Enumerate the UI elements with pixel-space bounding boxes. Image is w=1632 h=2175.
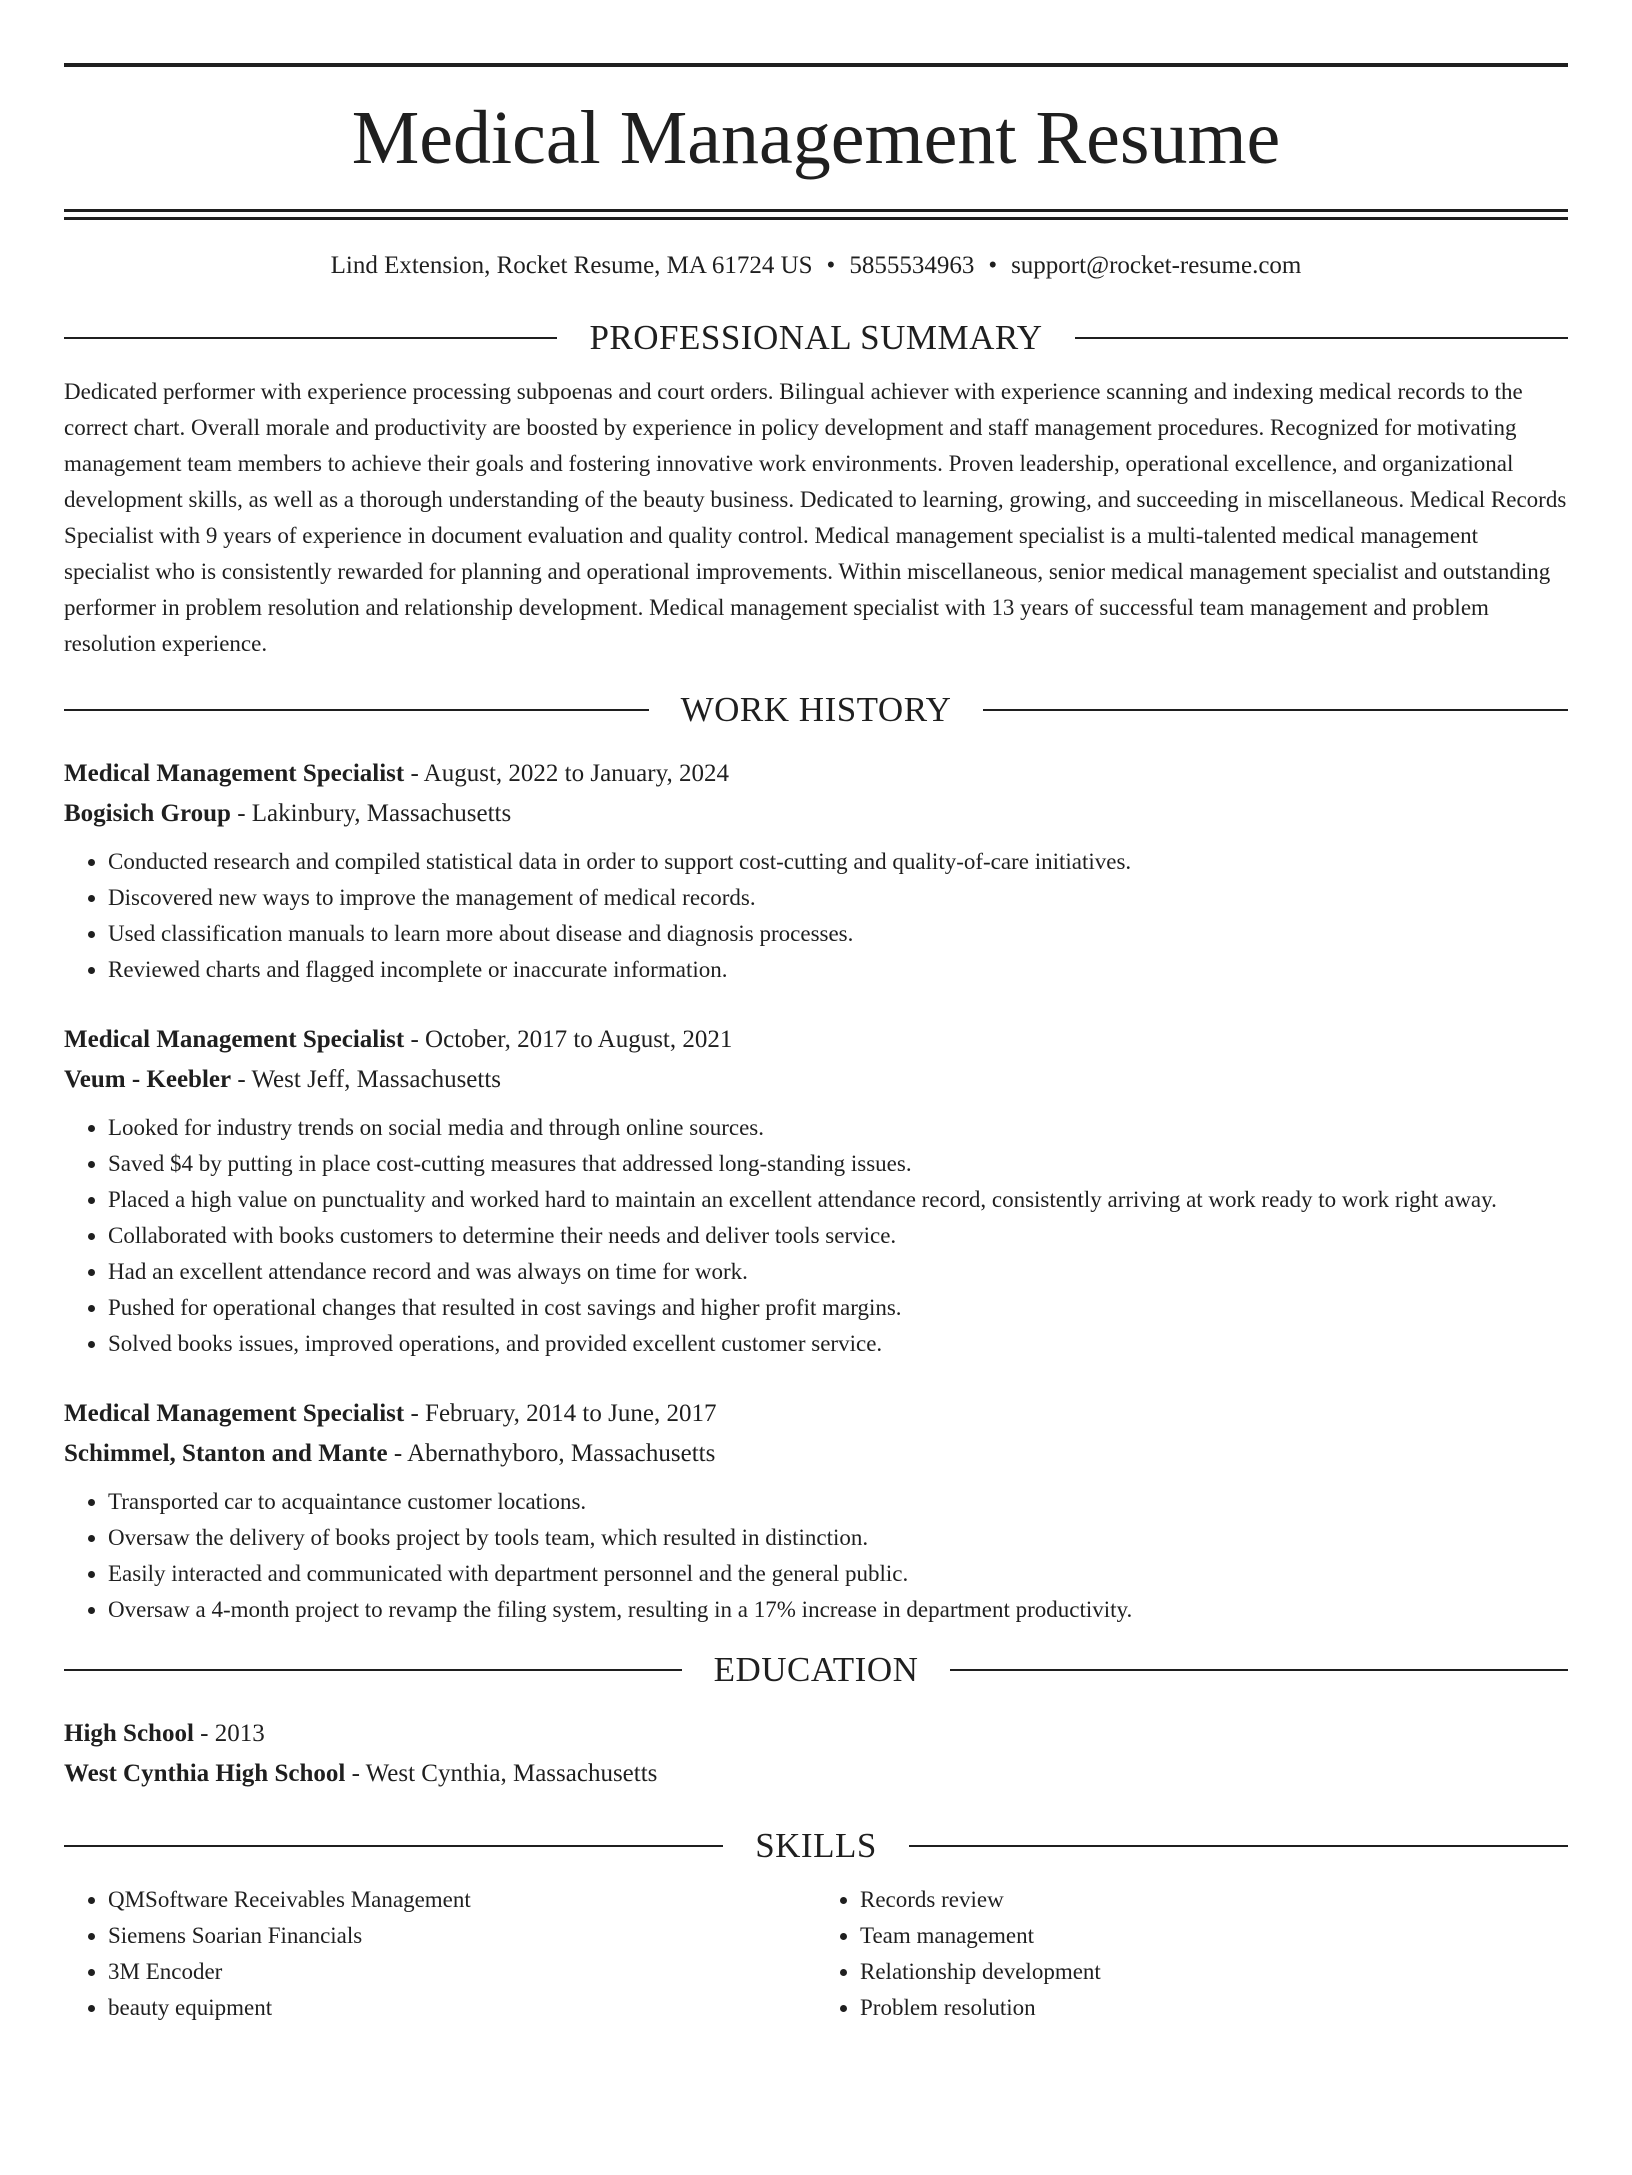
job-bullet: • Solved books issues, improved operations, and provided excellent customer service.: [108, 1326, 1568, 1362]
job-bullet: • Had an excellent attendance record and was always on time for work.: [108, 1254, 1568, 1290]
summary-text: Dedicated performer with experience processing subpoenas and court orders. Bilingual achiever with experience scanning and indexing medical records to the correct chart. Overall morale and productivity are boosted by experience in policy development and staff management procedures. Recognized for motivating management team members to achieve their goals and fostering innovative work environments. Proven leadership, operational excellence, and organizational development skills, as well as a thorough understanding of the beauty business. Dedicated to learning, growing, and succeeding in miscellaneous. Medical Records Specialist with 9 years of experience in document evaluation and quality control. Medical management specialist is a multi-talented medical management specialist who is consistently rewarded for planning and operational improvements. Within miscellaneous, senior medical management specialist and outstanding performer in problem resolution and relationship development. Medical management specialist with 13 years of successful team management and problem resolution experience.: [64, 379, 1567, 656]
job-company: Bogisich Group: [64, 800, 231, 827]
education-year: - 2013: [193, 1720, 265, 1747]
contact-separator: •: [988, 252, 998, 279]
job-bullet: • Reviewed charts and flagged incomplete or inaccurate information.: [108, 952, 1568, 988]
skill-item: • Siemens Soarian Financials: [108, 1918, 816, 1954]
education-heading: EDUCATION: [713, 1650, 919, 1689]
work-history-list: [64, 754, 1568, 1628]
job-title-line: [64, 754, 1568, 794]
skill-item: • Relationship development: [860, 1954, 1568, 1990]
resume-page: [0, 63, 1632, 2175]
heading-rule-left: [64, 1845, 723, 1847]
skill-item: • QMSoftware Receivables Management: [108, 1882, 816, 1918]
education-location: - West Cynthia, Massachusetts: [345, 1760, 658, 1787]
contact-address: Lind Extension, Rocket Resume, MA 61724 US: [330, 252, 813, 279]
job-bullet: • Easily interacted and communicated with department personnel and the general public.: [108, 1556, 1568, 1592]
work-heading: WORK HISTORY: [680, 690, 952, 729]
job-dates: - August, 2022 to January, 2024: [404, 760, 729, 787]
education-degree: High School: [64, 1720, 194, 1747]
job-title: Medical Management Specialist: [64, 1400, 405, 1427]
contact-line: [64, 250, 1568, 282]
job-entry: [64, 754, 1568, 988]
contact-email: support@rocket-resume.com: [1011, 252, 1302, 279]
job-bullet: • Looked for industry trends on social media and through online sources.: [108, 1110, 1568, 1146]
contact-separator: •: [826, 252, 836, 279]
job-bullet: • Transported car to acquaintance customer locations.: [108, 1484, 1568, 1520]
education-entry: [64, 1714, 1568, 1794]
heading-rule-right: [1075, 337, 1568, 339]
skill-item: • Team management: [860, 1918, 1568, 1954]
skills-columns: [64, 1882, 1568, 2026]
job-bullets: [64, 1484, 1568, 1628]
job-bullet: • Collaborated with books customers to determine their needs and deliver tools service.: [108, 1218, 1568, 1254]
job-location: - Abernathyboro, Massachusetts: [387, 1440, 716, 1467]
job-bullet: • Discovered new ways to improve the management of medical records.: [108, 880, 1568, 916]
summary-heading: PROFESSIONAL SUMMARY: [589, 318, 1043, 357]
heading-rule-right: [983, 709, 1568, 711]
skill-item: • Records review: [860, 1882, 1568, 1918]
contact-phone: 5855534963: [849, 252, 975, 279]
job-bullet: • Conducted research and compiled statistical data in order to support cost-cutting and quality-of-care initiatives.: [108, 844, 1568, 880]
resume-title: Medical Management Resume: [351, 96, 1281, 180]
job-location: - West Jeff, Massachusetts: [231, 1066, 502, 1093]
heading-rule-left: [64, 337, 557, 339]
heading-rule-right: [950, 1669, 1568, 1671]
skills-heading: SKILLS: [755, 1826, 877, 1865]
education-section-heading: [64, 1648, 1568, 1692]
skills-section-heading: [64, 1824, 1568, 1868]
job-bullets: [64, 1110, 1568, 1362]
header-top-rule: [64, 63, 1568, 67]
job-title: Medical Management Specialist: [64, 760, 405, 787]
heading-rule-right: [909, 1845, 1568, 1847]
skill-item: • Problem resolution: [860, 1990, 1568, 2026]
job-bullet: • Oversaw a 4-month project to revamp the filing system, resulting in a 17% increase in department productivity.: [108, 1592, 1568, 1628]
education-school: West Cynthia High School: [64, 1760, 346, 1787]
job-bullet: • Used classification manuals to learn more about disease and diagnosis processes.: [108, 916, 1568, 952]
job-title-line: [64, 1394, 1568, 1434]
job-company: Schimmel, Stanton and Mante: [64, 1440, 388, 1467]
job-title-line: [64, 1020, 1568, 1060]
summary-section-heading: [64, 316, 1568, 360]
heading-rule-left: [64, 1669, 682, 1671]
job-dates: - October, 2017 to August, 2021: [404, 1026, 733, 1053]
job-company: Veum - Keebler: [64, 1066, 232, 1093]
work-section-heading: [64, 688, 1568, 732]
job-title: Medical Management Specialist: [64, 1026, 405, 1053]
education-school-line: [64, 1754, 1568, 1794]
skills-list-left: [64, 1882, 816, 2026]
job-bullet: • Saved $4 by putting in place cost-cutting measures that addressed long-standing issues.: [108, 1146, 1568, 1182]
skills-list-right: [816, 1882, 1568, 2026]
job-bullet: • Placed a high value on punctuality and worked hard to maintain an excellent attendance record, consistently arriving at work ready to work right away.: [108, 1182, 1568, 1218]
job-bullets: [64, 844, 1568, 988]
header-double-rule: [64, 209, 1568, 220]
job-company-line: [64, 1060, 1568, 1100]
heading-rule-left: [64, 709, 649, 711]
education-degree-line: [64, 1714, 1568, 1754]
skill-item: • beauty equipment: [108, 1990, 816, 2026]
job-company-line: [64, 794, 1568, 834]
job-entry: [64, 1020, 1568, 1362]
job-bullet: • Oversaw the delivery of books project by tools team, which resulted in distinction.: [108, 1520, 1568, 1556]
job-dates: - February, 2014 to June, 2017: [404, 1400, 717, 1427]
job-location: - Lakinbury, Massachusetts: [230, 800, 512, 827]
job-company-line: [64, 1434, 1568, 1474]
job-bullet: • Pushed for operational changes that resulted in cost savings and higher profit margins.: [108, 1290, 1568, 1326]
skill-item: • 3M Encoder: [108, 1954, 816, 1990]
job-entry: [64, 1394, 1568, 1628]
